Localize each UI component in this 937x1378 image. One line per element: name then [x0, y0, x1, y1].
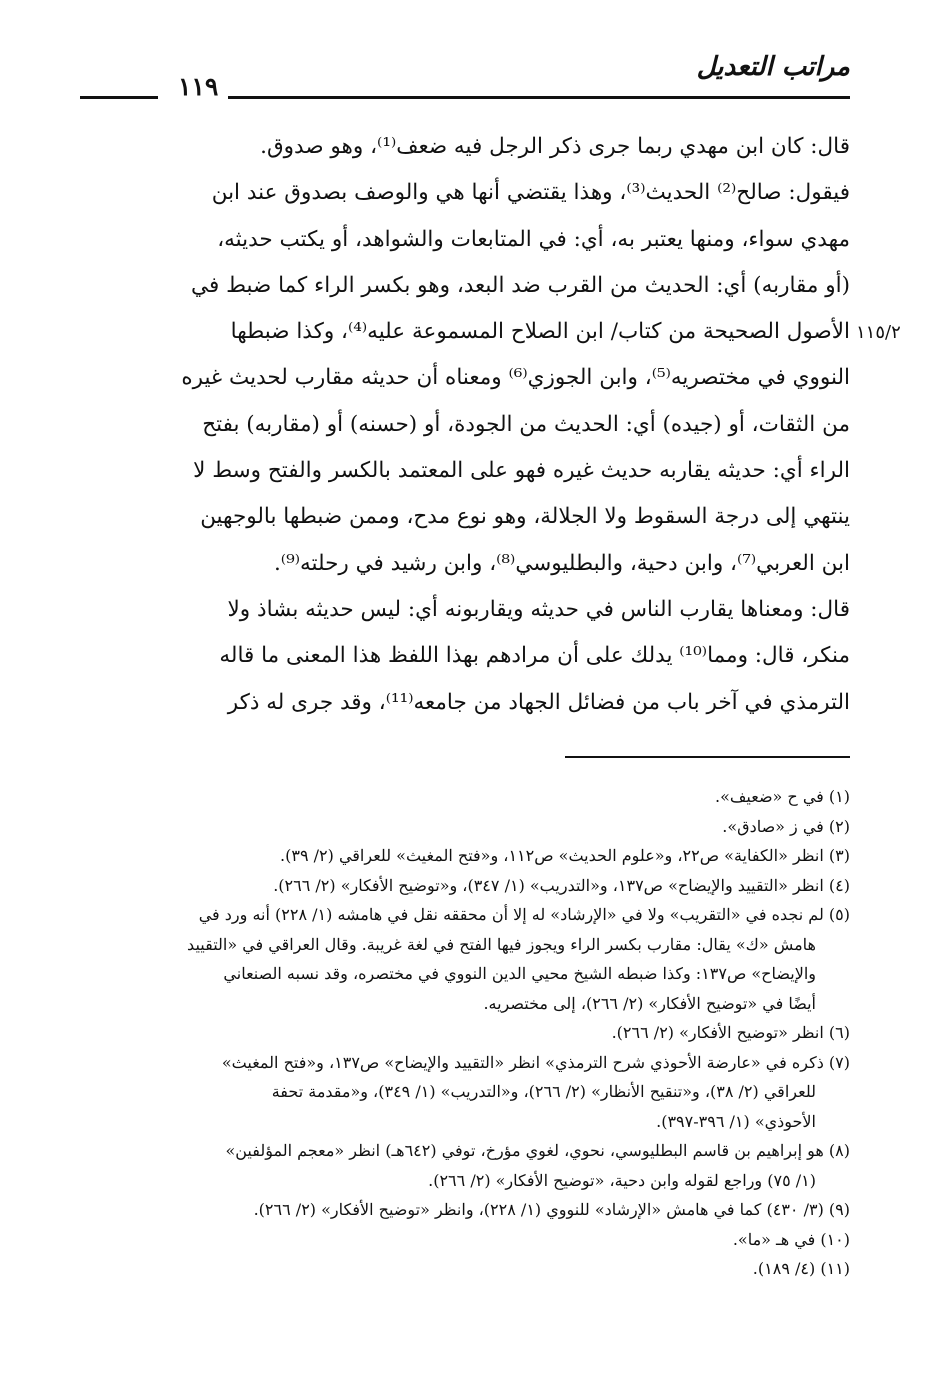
footnote-4: (٤) انظر «التقييد والإيضاح» ص١٣٧، و«التدريب» (١/ ٣٤٧)، و«توضيح الأفكار» (٢/ ٢٦٦).: [273, 875, 850, 895]
text-line: قال: كان ابن مهدي ربما جرى ذكر الرجل فيه ضعف⁽¹⁾، وهو صدوق.: [260, 134, 850, 159]
footnote-5-continued: والإيضاح» ص١٣٧: وكذا ضبطه الشيخ محيي الدين النووي في مختصره، وقد نسبه الصنعاني: [223, 964, 816, 983]
header-rule: [80, 96, 158, 99]
footnote-5: (٥) لم نجده في «التقريب» ولا في «الإرشاد» له إلا أن محققه نقل في هامشه (١/ ٢٢٨) أنه ورد في: [198, 905, 850, 924]
footnote-5-continued: هامش «ك» يقال: مقارب بكسر الراء ويجوز فيها الفتح في لغة غريبة. وقال العراقي في «التقييد: [187, 934, 816, 954]
footnote-separator: [565, 756, 850, 758]
text-line: (أو مقاربه) أي: الحديث من القرب ضد البعد، وهو بكسر الراء كما ضبط في: [191, 272, 850, 298]
page-header: [80, 52, 850, 102]
footnote-1: (١) في ح «ضعيف».: [714, 787, 850, 806]
text-line: من الثقات، أو (جيده) أي: الحديث من الجودة، أو (حسنه) أو (مقاربه) بفتح: [202, 411, 850, 437]
footnote-7-continued: للعراقي (٢/ ٣٨)، و«تنقيح الأنظار» (٢/ ٢٦٦)، و«التدريب» (١/ ٣٤٩)، و«مقدمة تحفة: [271, 1082, 816, 1101]
footnote-2: (٢) في ز «صادق».: [722, 816, 850, 836]
footnote-7: (٧) ذكره في «عارضة الأحوذي شرح الترمذي» انظر «التقييد والإيضاح» ص١٣٧، و«فتح المغيث»: [221, 1052, 850, 1072]
header-rule: [228, 96, 850, 99]
text-line: الترمذي في آخر باب من فضائل الجهاد من جامعه⁽¹¹⁾، وقد جرى له ذكر: [227, 689, 850, 715]
main-text: [80, 124, 850, 726]
text-line: ابن العربي⁽⁷⁾، وابن دحية، والبطليوسي⁽⁸⁾، وابن رشيد في رحلته⁽⁹⁾.: [273, 550, 850, 576]
text-line: فيقول: صالح⁽²⁾ الحديث⁽³⁾، وهذا يقتضي أنها هي والوصف بصدوق عند ابن: [211, 180, 850, 206]
footnote-10: (١٠) في هـ «ما».: [732, 1229, 850, 1249]
footnote-7-continued: الأحوذي» (١/ ٣٩٦-٣٩٧).: [656, 1111, 816, 1131]
text-line: قال: ومعناها يقارب الناس في حديثه ويقاربونه أي: ليس حديثه بشاذ ولا: [227, 596, 850, 622]
footnote-8-continued: (١/ ٧٥) وراجع لقوله وابن دحية، «توضيح الأفكار» (٢/ ٢٦٦).: [428, 1170, 816, 1190]
text-line: مهدي سواء، ومنها يعتبر به، أي: في المتابعات والشواهد، أو يكتب حديثه،: [217, 226, 850, 252]
footnotes: [78, 782, 850, 1284]
text-line: منكر، قال: ومما⁽¹⁰⁾ يدلك على أن مرادهم بهذا اللفظ هذا المعنى ما قاله: [219, 643, 850, 669]
text-line: الأصول الصحيحة من كتاب/ ابن الصلاح المسموعة عليه⁽⁴⁾، وكذا ضبطها: [230, 319, 850, 345]
footnote-6: (٦) انظر «توضيح الأفكار» (٢/ ٢٦٦).: [611, 1023, 850, 1042]
text-line: الراء أي: حديثه يقاربه حديث غيره فهو على المعتمد بالكسر والفتح وسط لا: [193, 458, 850, 484]
text-line: ينتهي إلى درجة السقوط ولا الجلالة، وهو نوع مدح، وممن ضبطها بالوجهين: [200, 504, 850, 530]
page-number: ١١٩: [168, 72, 228, 101]
footnote-5-continued: أيضًا في «توضيح الأفكار» (٢/ ٢٦٦)، إلى مختصريه.: [483, 993, 816, 1013]
footnote-11: (١١) (٤/ ١٨٩).: [752, 1259, 850, 1278]
footnote-3: (٣) انظر «الكفاية» ص٢٢، و«علوم الحديث» ص١١٢، و«فتح المغيث» للعراقي (٢/ ٣٩).: [280, 846, 850, 865]
footnote-8: (٨) هو إبراهيم بن قاسم البطليوسي، نحوي، لغوي مؤرخ، توفي (٦٤٢هـ) انظر «معجم المؤلفين»: [225, 1141, 850, 1160]
chapter-title: مراتب التعديل: [696, 52, 850, 82]
margin-reference: ١١٥/٢: [856, 322, 901, 343]
text-line: النووي في مختصريه⁽⁵⁾، وابن الجوزي⁽⁶⁾ ومعناه أن حديثه مقارب لحديث غيره: [181, 365, 850, 391]
footnote-9: (٩) (٣/ ٤٣٠) كما في هامش «الإرشاد» للنووي (١/ ٢٢٨)، وانظر «توضيح الأفكار» (٢/ ٢٦٦).: [253, 1200, 850, 1219]
